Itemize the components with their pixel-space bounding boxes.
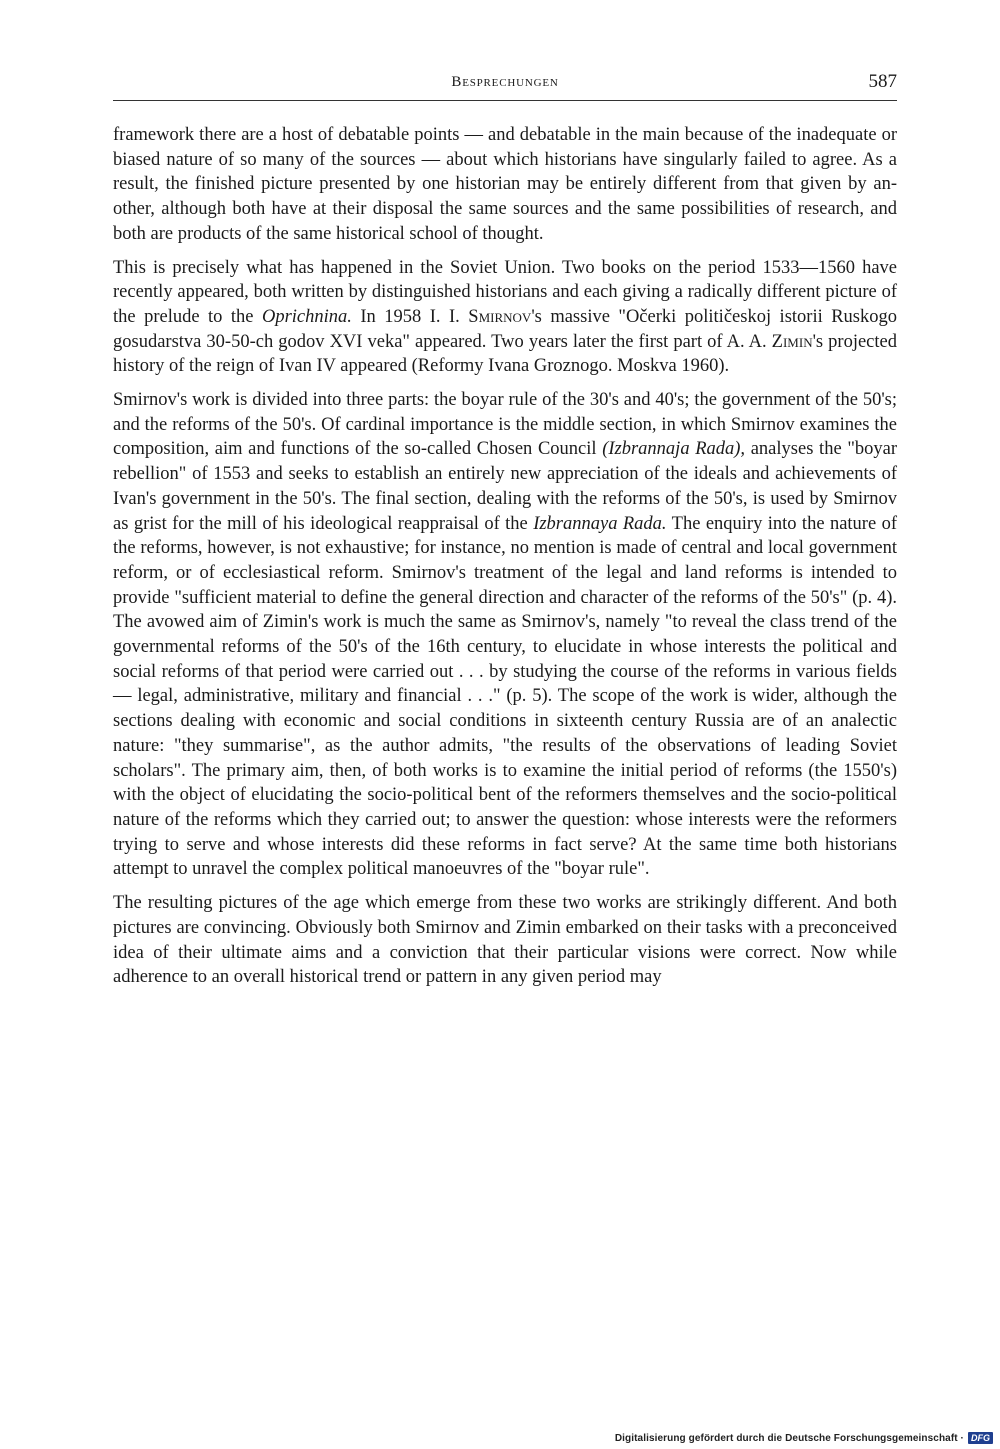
paragraph-2-text-a: This is precisely what has happened in the Soviet Union. Two books on the period 1533—1560 have recently appeared, both written by distinguished historians and each giving a radically different picture of the prelude to the — [113, 257, 897, 327]
header-rule — [113, 100, 897, 101]
author-zimin: Zimin — [771, 331, 813, 352]
paragraph-4: The resulting pictures of the age which emerge from these two works are strikingly different. And both pictures are convincing. Obviously both Smirnov and Zimin embarked on their tasks with a preconceived idea of their ultimate aims and a conviction that their particular visions were correct. Now while adherence to an overall historical trend or pattern in any given period may — [113, 893, 897, 988]
footer-credit: Digitalisierung gefördert durch die Deutsche Forschungsgemeinschaft · — [614, 1432, 964, 1444]
body-text — [113, 123, 897, 999]
dfg-logo-icon: DFG — [968, 1432, 993, 1444]
izbrannaya-rada-term: Izbrannaya Rada. — [533, 513, 667, 534]
paragraph-2-text-b: In 1958 I. I. — [351, 306, 469, 327]
paragraph-3-text-c: The enquiry into the nature of the reforms, however, is not exhaustive; for instance, no mention is made of central and local government reform, or of ecclesiastical reform. Smirnov's treatment of the legal and land reforms is intended to provide "sufficient material to define the general direction and character of the reforms of the 50's" (p. 4). The avowed aim of Zimin's work is much the same as Smirnov's, namely "to reveal the class trend of the governmental reforms of the 50's of the 16th century, to elucidate in whose interests the political and social reforms of that period were carried out . . . by studying the course of the reforms in various fields — legal, administrative, military and financial . . ." (p. 5). The scope of the work is wider, although the sections dealing with economic and social conditions in sixteenth century Russia are of an analectic nature: "they summarise", as the author admits, "the results of the observations of leading Soviet scholars". The primary aim, then, of both works is to examine the initial period of reforms (the 1550's) with the object of elucidating the socio-political bent of the reformers themselves and the socio-political nature of the reforms which they carried out; to answer the question: whose interests were the reformers trying to serve and whose interests did these reforms in fact serve? At the same time both historians attempt to unravel the complex political manoeuvres of the "boyar rule". — [113, 513, 897, 880]
paragraph-1: framework there are a host of debatable points — and debatable in the main because of the inadequate or biased nature of so many of the sources — about which historians have singularly failed to agree. As a result, the finished picture presented by one historian may be entirely different from that given by another, although both have at their disposal the same sources and the same possibilities of research, and both are products of the same historical school of thought. — [113, 125, 897, 244]
paragraph-3-text-a: Smirnov's work is divided into three parts: the boyar rule of the 30's and 40's; the government of the 50's; and the reforms of the 50's. Of cardinal importance is the middle section, in which Smirnov examines the composition, aim and functions of the so-called Chosen Council — [113, 390, 897, 460]
paragraph-2-text-c: 's massive "Očerki političeskoj istorii Ruskogo gosudarstva 30-50-ch godov XVI veka" appeared. Two years later the first part of A. A. — [113, 306, 897, 352]
author-smirnov: Smirnov — [468, 306, 532, 327]
running-header — [113, 71, 897, 96]
paragraph-2-text-d: 's projected history of the reign of Ivan IV appeared (Reformy Ivana Groznogo. Moskva 1960). — [113, 331, 897, 377]
page-number: 587 — [868, 71, 897, 92]
digitization-footer — [615, 1431, 993, 1445]
paragraph-3-text-b: analyses the "boyar rebellion" of 1553 and seeks to establish an entirely new appreciation of the ideals and achievements of Ivan's government in the 50's. The final section, dealing with the reforms of the 50's, is used by Smirnov as grist for the mill of his ideological reappraisal of the — [113, 439, 897, 534]
paragraph-2 — [113, 256, 897, 380]
paragraph-3 — [113, 388, 897, 882]
izbrannaja-rada-term: (Izbrannaja Rada), — [602, 439, 746, 460]
header-title: Besprechungen — [451, 74, 559, 90]
oprichnina-term: Oprichnina. — [261, 306, 352, 327]
